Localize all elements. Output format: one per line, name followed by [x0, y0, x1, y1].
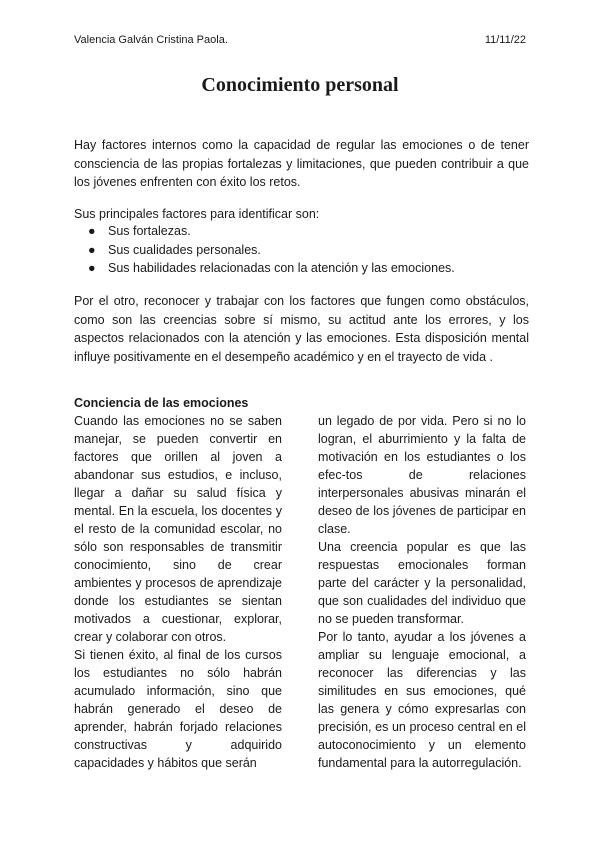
- list-item: [74, 222, 529, 241]
- factors-list: [74, 222, 529, 278]
- intro-paragraph: Hay factores internos como la capacidad de regular las emociones o de tener consciencia de las propias fortalezas y limitaciones, que pueden contribuir a que los jóvenes enfrenten con éxito los retos.: [74, 138, 529, 189]
- column-paragraph: un legado de por vida. Pero si no lo logran, el aburrimiento y la falta de motivación en los estudiantes o los efec-tos de relaciones interpersonales abusivas minarán el deseo de los jóvenes de participar en clase.: [318, 414, 526, 536]
- factors-lead: Sus principales factores para identificar son:: [74, 207, 320, 221]
- column-paragraph: Por lo tanto, ayudar a los jóvenes a ampliar su lenguaje emocional, a reconocer las diferencias y las similitudes en sus emociones, qué las genera y cómo expresarlas con precisión, es un proceso central en el autoconocimiento y un elemento fundamental para la autorregulación.: [318, 630, 526, 770]
- column-paragraph: Cuando las emociones no se saben manejar, se pueden convertir en factores que orillen al joven a abandonar sus estudios, e incluso, llegar a dañar su salud física y mental. En la escuela, los docentes y el resto de la comunidad escolar, no sólo son responsables de transmitir conocimiento, sino de crear ambientes y procesos de aprendizaje donde los estudiantes se sientan motivados a cuestionar, explorar, crear y colaborar con otros.: [74, 414, 282, 644]
- page-header: [74, 34, 526, 48]
- section-heading: Conciencia de las emociones: [74, 396, 249, 410]
- list-item-text: Sus habilidades relacionadas con la atención y las emociones.: [108, 261, 455, 275]
- page-title: Conocimiento personal: [201, 74, 399, 96]
- column-paragraph: Si tienen éxito, al final de los cursos los estudiantes no sólo habrán acumulado información, sino que habrán generado el deseo de aprender, habrán forjado relaciones constructivas y adquirido capacidades y hábitos que serán: [74, 648, 282, 770]
- list-item: [74, 241, 529, 260]
- list-item-text: Sus cualidades personales.: [108, 242, 261, 257]
- bullet-icon: ●: [88, 224, 96, 238]
- list-item: [74, 259, 529, 278]
- author-name: Valencia Galván Cristina Paola.: [74, 34, 228, 46]
- column-paragraph: Una creencia popular es que las respuestas emocionales forman parte del carácter y la personalidad, que son cualidades del individuo que no se pueden transformar.: [318, 540, 526, 626]
- right-column: [318, 412, 526, 772]
- obstacles-paragraph: Por el otro, reconocer y trabajar con los factores que fungen como obstáculos, como son las creencias sobre sí mismo, su actitud ante los errores, y los aspectos relacionados con la atención y las emociones. Esta disposición mental influye positivamente en el desempeño académico y en el trayecto de vida .: [74, 294, 529, 364]
- left-column: [74, 412, 282, 772]
- list-item-text: Sus fortalezas.: [108, 224, 191, 238]
- bullet-icon: ●: [88, 242, 96, 257]
- bullet-icon: ●: [88, 261, 96, 275]
- document-date: 11/11/22: [484, 34, 526, 46]
